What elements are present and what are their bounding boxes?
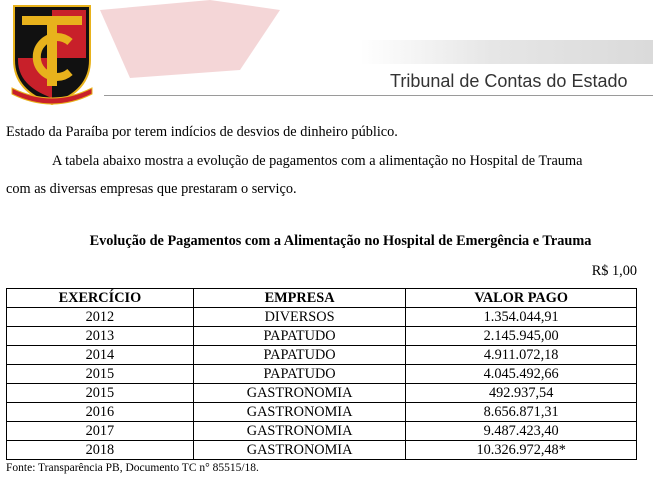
cell-amount: 2.145.945,00 (406, 327, 637, 346)
header-empresa: EMPRESA (193, 289, 406, 308)
document-header (0, 0, 653, 112)
cell-year: 2017 (7, 422, 194, 441)
table-row (7, 346, 637, 365)
table-row (7, 384, 637, 403)
table-row (7, 422, 637, 441)
cell-year: 2012 (7, 308, 194, 327)
cell-year: 2016 (7, 403, 194, 422)
cell-company: DIVERSOS (193, 308, 406, 327)
cell-amount: 1.354.044,91 (406, 308, 637, 327)
cell-amount: 4.045.492,66 (406, 365, 637, 384)
paragraph-3: com as diversas empresas que prestaram o serviço. (6, 181, 297, 197)
cell-year: 2014 (7, 346, 194, 365)
cell-amount: 8.656.871,31 (406, 403, 637, 422)
cell-company: GASTRONOMIA (193, 441, 406, 460)
paragraph-2: A tabela abaixo mostra a evolução de pagamentos com a alimentação no Hospital de Trauma (52, 153, 583, 169)
watermark-logo (90, 0, 280, 80)
org-name: Tribunal de Contas do Estado (390, 71, 628, 91)
cell-company: PAPATUDO (193, 365, 406, 384)
cell-year: 2018 (7, 441, 194, 460)
header-exercicio: EXERCÍCIO (7, 289, 194, 308)
cell-company: GASTRONOMIA (193, 422, 406, 441)
cell-company: GASTRONOMIA (193, 403, 406, 422)
source-note: Fonte: Transparência PB, Documento TC n° 85515/18. (6, 462, 259, 474)
tce-coat-of-arms-icon (8, 2, 96, 106)
currency-note: R$ 1,00 (591, 263, 637, 279)
cell-amount: 9.487.423,40 (406, 422, 637, 441)
header-band (360, 40, 653, 64)
header-rule (104, 95, 653, 96)
cell-year: 2015 (7, 365, 194, 384)
cell-company: PAPATUDO (193, 346, 406, 365)
cell-year: 2013 (7, 327, 194, 346)
table-row (7, 441, 637, 460)
cell-year: 2015 (7, 384, 194, 403)
table-row (7, 365, 637, 384)
table-row (7, 327, 637, 346)
cell-amount: 492.937,54 (406, 384, 637, 403)
cell-company: PAPATUDO (193, 327, 406, 346)
table-row (7, 308, 637, 327)
cell-amount: 4.911.072,18 (406, 346, 637, 365)
table-row (7, 403, 637, 422)
paragraph-1: Estado da Paraíba por terem indícios de desvios de dinheiro público. (6, 124, 398, 140)
cell-company: GASTRONOMIA (193, 384, 406, 403)
header-valor-pago: VALOR PAGO (406, 289, 637, 308)
table-title: Evolução de Pagamentos com a Alimentação no Hospital de Emergência e Trauma (89, 233, 592, 249)
table-header-row (7, 289, 637, 308)
payments-table (6, 288, 637, 460)
cell-amount: 10.326.972,48* (406, 441, 637, 460)
